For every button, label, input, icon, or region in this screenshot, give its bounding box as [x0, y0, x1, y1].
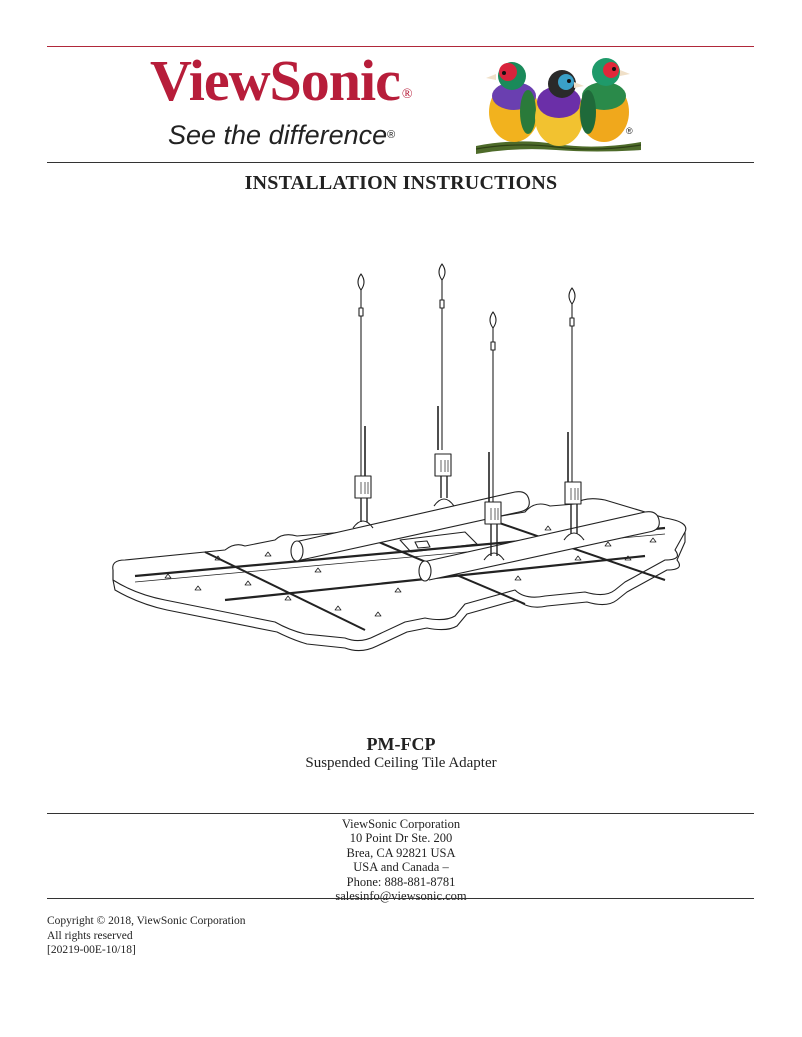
mascot-registered-mark: ®	[626, 126, 633, 136]
contact-bottom-rule	[47, 898, 754, 899]
ceiling-tile-adapter-illustration	[105, 260, 695, 660]
document-code: [20219-00E-10/18]	[47, 944, 136, 956]
tagline-text: See the difference	[168, 120, 388, 150]
phone-number: Phone: 888-881-8781	[346, 874, 456, 889]
copyright-block	[47, 914, 246, 958]
rights-reserved: All rights reserved	[47, 929, 133, 942]
city-state-zip: Brea, CA 92821 USA	[346, 845, 456, 860]
birds-mascot-icon	[476, 54, 641, 156]
header-top-rule	[47, 46, 754, 47]
product-description: Suspended Ceiling Tile Adapter	[305, 755, 497, 771]
viewsonic-logo	[150, 50, 650, 160]
company-name: ViewSonic Corporation	[341, 817, 461, 831]
product-model: PM-FCP	[366, 734, 436, 754]
street-address: 10 Point Dr Ste. 200	[349, 831, 453, 846]
email-address: salesinfo@viewsonic.com	[335, 889, 467, 904]
brand-wordmark	[150, 50, 412, 112]
copyright-notice: Copyright © 2018, ViewSonic Corporation	[47, 915, 246, 927]
contact-top-rule	[47, 813, 754, 814]
contact-block	[0, 817, 802, 903]
tagline-registered-mark: ®	[387, 129, 396, 141]
brand-name: ViewSonic	[150, 48, 400, 113]
document-title: INSTALLATION INSTRUCTIONS	[244, 172, 558, 194]
region-label: USA and Canada –	[353, 860, 449, 875]
brand-tagline	[168, 120, 395, 150]
brand-registered-mark: ®	[401, 87, 412, 102]
header-bottom-rule	[47, 162, 754, 163]
